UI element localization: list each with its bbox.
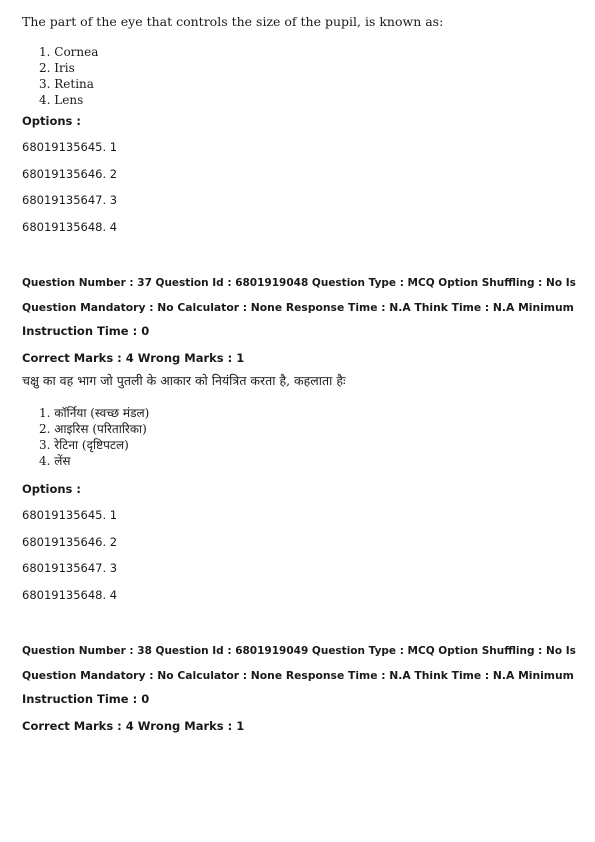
option-id: 68019135645. 1 bbox=[22, 140, 118, 154]
choice-item: 3. Retina bbox=[39, 77, 94, 91]
question-meta: Instruction Time : 0 bbox=[22, 324, 150, 338]
option-id: 68019135648. 4 bbox=[22, 220, 118, 234]
choice-item: 4. Lens bbox=[39, 93, 84, 107]
choice-list bbox=[39, 44, 98, 108]
option-id: 68019135648. 4 bbox=[22, 588, 118, 602]
option-id: 68019135647. 3 bbox=[22, 193, 118, 207]
option-id: 68019135646. 2 bbox=[22, 535, 118, 549]
choice-list bbox=[39, 405, 149, 469]
options-label: Options : bbox=[22, 114, 81, 128]
choice-item: 2. आइरिस (परितारिका) bbox=[39, 422, 147, 436]
question-text: चक्षु का वह भाग जो पुतली के आकार को नियंत्रित करता है, कहलाता हैः bbox=[22, 373, 346, 388]
question-meta: Question Mandatory : No Calculator : None Response Time : N.A Think Time : N.A Minimum bbox=[22, 669, 574, 682]
choice-item: 1. Cornea bbox=[39, 45, 99, 59]
choice-item: 1. कॉर्निया (स्वच्छ मंडल) bbox=[39, 406, 150, 420]
question-meta: Question Mandatory : No Calculator : None Response Time : N.A Think Time : N.A Minimum bbox=[22, 301, 574, 314]
marks-line: Correct Marks : 4 Wrong Marks : 1 bbox=[22, 719, 245, 733]
marks-line: Correct Marks : 4 Wrong Marks : 1 bbox=[22, 351, 245, 365]
question-meta: Question Number : 38 Question Id : 6801919049 Question Type : MCQ Option Shuffling : No Is bbox=[22, 645, 576, 657]
option-id: 68019135646. 2 bbox=[22, 167, 118, 181]
choice-item: 2. Iris bbox=[39, 61, 75, 75]
question-meta: Question Number : 37 Question Id : 6801919048 Question Type : MCQ Option Shuffling : No Is bbox=[22, 277, 576, 289]
options-label: Options : bbox=[22, 482, 81, 496]
choice-item: 3. रेटिना (दृष्टिपटल) bbox=[39, 438, 129, 452]
question-text: The part of the eye that controls the size of the pupil, is known as: bbox=[22, 14, 444, 29]
option-id: 68019135647. 3 bbox=[22, 561, 118, 575]
option-id: 68019135645. 1 bbox=[22, 508, 118, 522]
question-meta: Instruction Time : 0 bbox=[22, 692, 150, 706]
choice-item: 4. लेंस bbox=[39, 454, 71, 468]
